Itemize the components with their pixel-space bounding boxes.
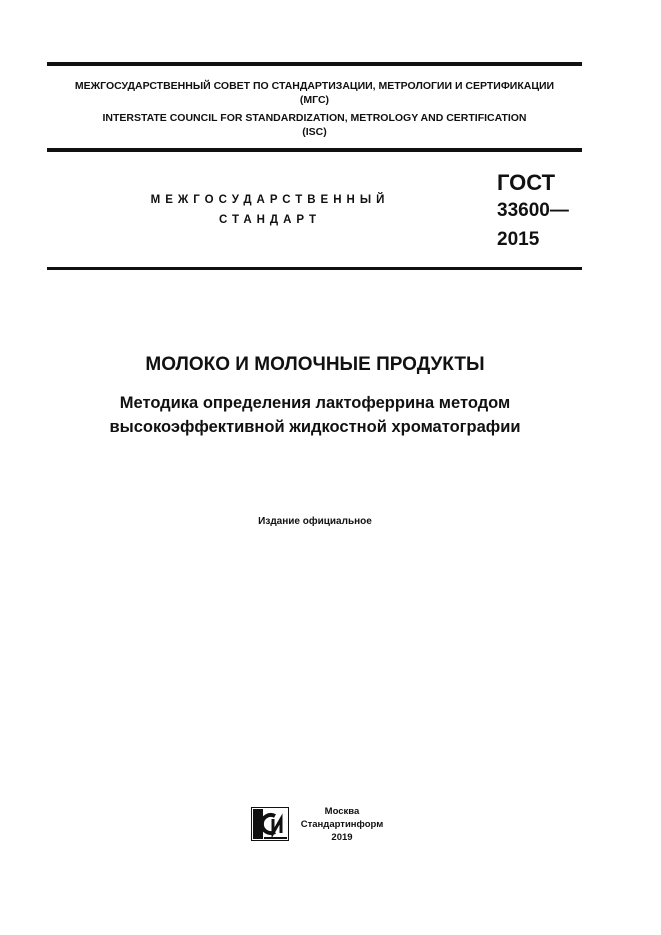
document-subtitle-line2: высокоэффективной жидкостной хроматографии: [109, 418, 521, 436]
publisher-city: Москва: [324, 806, 360, 817]
top-rule: [47, 62, 582, 66]
middle-rule: [47, 148, 582, 152]
publication-year: 2019: [331, 832, 353, 843]
gost-prefix: ГОСТ: [497, 170, 556, 195]
council-abbr-en: (ISC): [302, 126, 327, 138]
gost-number: 33600—: [497, 200, 569, 221]
council-name-ru: МЕЖГОСУДАРСТВЕННЫЙ СОВЕТ ПО СТАНДАРТИЗАЦИИ, МЕТРОЛОГИИ И СЕРТИФИКАЦИИ: [74, 80, 555, 92]
publisher-name: Стандартинформ: [300, 819, 384, 830]
council-abbr-ru: (МГС): [299, 94, 330, 106]
gost-year: 2015: [497, 229, 540, 250]
document-subtitle-line1: Методика определения лактоферрина методом: [119, 394, 511, 412]
standartinform-logo-icon: [251, 807, 289, 841]
document-title: МОЛОКО И МОЛОЧНЫЕ ПРОДУКТЫ: [145, 354, 485, 375]
council-name-en: INTERSTATE COUNCIL FOR STANDARDIZATION, METROLOGY AND CERTIFICATION: [102, 112, 527, 124]
standard-type-line1: МЕЖГОСУДАРСТВЕННЫЙ: [150, 194, 390, 206]
bottom-rule: [47, 267, 582, 270]
edition-label: Издание официальное: [258, 516, 372, 527]
standard-type-line2: СТАНДАРТ: [219, 214, 321, 226]
